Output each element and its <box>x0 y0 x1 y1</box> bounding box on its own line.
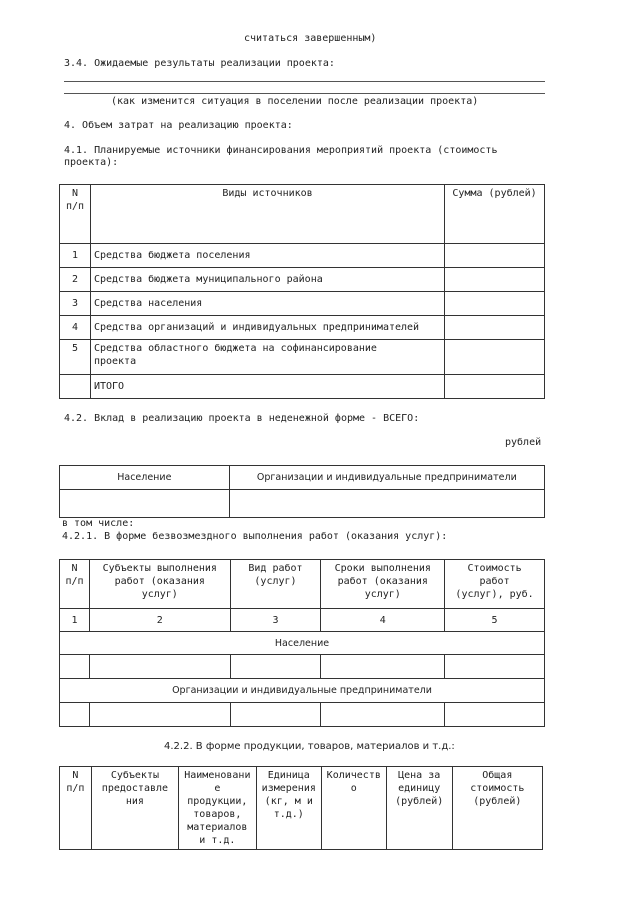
including-label: в том числе: <box>62 518 135 529</box>
group-population: Население <box>60 632 545 655</box>
row-sum-cell[interactable] <box>445 340 545 375</box>
fill-line-1 <box>64 81 545 82</box>
col-header-unit: Единица измерения (кг, м и т.д.) <box>256 767 321 850</box>
section-4-1-line2: проекта): <box>64 157 119 168</box>
fill-line-2 <box>64 93 545 94</box>
col-header-quantity: Количеств о <box>321 767 386 850</box>
section-3-4-hint: (как изменится ситуация в поселении после реализации проекта) <box>111 96 479 107</box>
section-4-2-1-label: 4.2.1. В форме безвозмездного выполнения работ (оказания услуг): <box>62 531 448 542</box>
table-row <box>60 292 545 316</box>
row-source: Средства населения <box>90 292 444 316</box>
row-num: 4 <box>60 316 91 340</box>
funding-sources-table <box>59 184 545 399</box>
table-row <box>60 268 545 292</box>
orgs-value-cell[interactable] <box>229 490 544 518</box>
cell[interactable] <box>60 655 90 679</box>
cell[interactable] <box>321 703 445 727</box>
section-4-1-line1: 4.1. Планируемые источники финансирования мероприятий проекта (стоимость <box>64 145 498 156</box>
cell[interactable] <box>321 655 445 679</box>
col-number: 5 <box>445 609 545 632</box>
table-row <box>60 316 545 340</box>
row-total-sum-cell[interactable] <box>445 375 545 399</box>
col-header-source-type: Виды источников <box>90 185 444 244</box>
col-header-sum: Сумма (рублей) <box>445 185 545 244</box>
group-orgs: Организации и индивидуальные предприниматели <box>60 679 545 703</box>
col-header-work-type: Вид работ (услуг) <box>230 560 321 609</box>
table-row <box>60 340 545 375</box>
row-sum-cell[interactable] <box>445 292 545 316</box>
col-header-orgs: Организации и индивидуальные предприниматели <box>229 466 544 490</box>
cell[interactable] <box>230 703 321 727</box>
cell[interactable] <box>445 703 545 727</box>
row-source: Средства бюджета муниципального района <box>90 268 444 292</box>
row-source: Средства организаций и индивидуальных предпринимателей <box>90 316 444 340</box>
non-monetary-table <box>59 465 545 518</box>
continued-text: считаться завершенным) <box>244 33 377 44</box>
row-source: Средства бюджета поселения <box>90 244 444 268</box>
col-number: 4 <box>321 609 445 632</box>
row-num: 1 <box>60 244 91 268</box>
column-numbers-row <box>60 609 545 632</box>
col-number: 1 <box>60 609 90 632</box>
col-header-cost: Стоимость работ (услуг), руб. <box>445 560 545 609</box>
cell[interactable] <box>230 655 321 679</box>
unit-rubles: рублей <box>505 437 542 448</box>
row-num: 5 <box>60 340 91 375</box>
table-row-total <box>60 375 545 399</box>
population-value-cell[interactable] <box>60 490 230 518</box>
col-header-deadlines: Сроки выполнения работ (оказания услуг) <box>321 560 445 609</box>
col-header-total-cost: Общая стоимость (рублей) <box>452 767 542 850</box>
col-header-product-name: Наименовани е продукции, товаров, материалов и т.д. <box>178 767 256 850</box>
products-table <box>59 766 543 850</box>
row-sum-cell[interactable] <box>445 244 545 268</box>
row-num: 3 <box>60 292 91 316</box>
col-number: 2 <box>89 609 230 632</box>
cell[interactable] <box>445 655 545 679</box>
cell[interactable] <box>89 703 230 727</box>
col-header-num: N п/п <box>60 560 90 609</box>
col-header-num: N п/п <box>60 185 91 244</box>
col-header-population: Население <box>60 466 230 490</box>
row-num: 2 <box>60 268 91 292</box>
works-table <box>59 559 545 727</box>
table-row <box>60 655 545 679</box>
section-4-2-2-label: 4.2.2. В форме продукции, товаров, материалов и т.д.: <box>164 741 455 752</box>
col-number: 3 <box>230 609 321 632</box>
table-row <box>60 703 545 727</box>
col-header-unit-price: Цена за единицу (рублей) <box>386 767 452 850</box>
table-row <box>60 244 545 268</box>
cell[interactable] <box>89 655 230 679</box>
col-header-subjects: Субъекты предоставле ния <box>91 767 178 850</box>
cell[interactable] <box>60 703 90 727</box>
row-total-label: ИТОГО <box>90 375 444 399</box>
section-4-label: 4. Объем затрат на реализацию проекта: <box>64 120 293 131</box>
col-header-subjects: Субъекты выполнения работ (оказания услуг) <box>89 560 230 609</box>
section-3-4-label: 3.4. Ожидаемые результаты реализации проекта: <box>64 58 335 69</box>
row-num <box>60 375 91 399</box>
col-header-num: N п/п <box>60 767 92 850</box>
row-source: Средства областного бюджета на софинансирование проекта <box>90 340 444 375</box>
row-sum-cell[interactable] <box>445 268 545 292</box>
section-4-2-label: 4.2. Вклад в реализацию проекта в неденежной форме - ВСЕГО: <box>64 413 420 424</box>
row-sum-cell[interactable] <box>445 316 545 340</box>
